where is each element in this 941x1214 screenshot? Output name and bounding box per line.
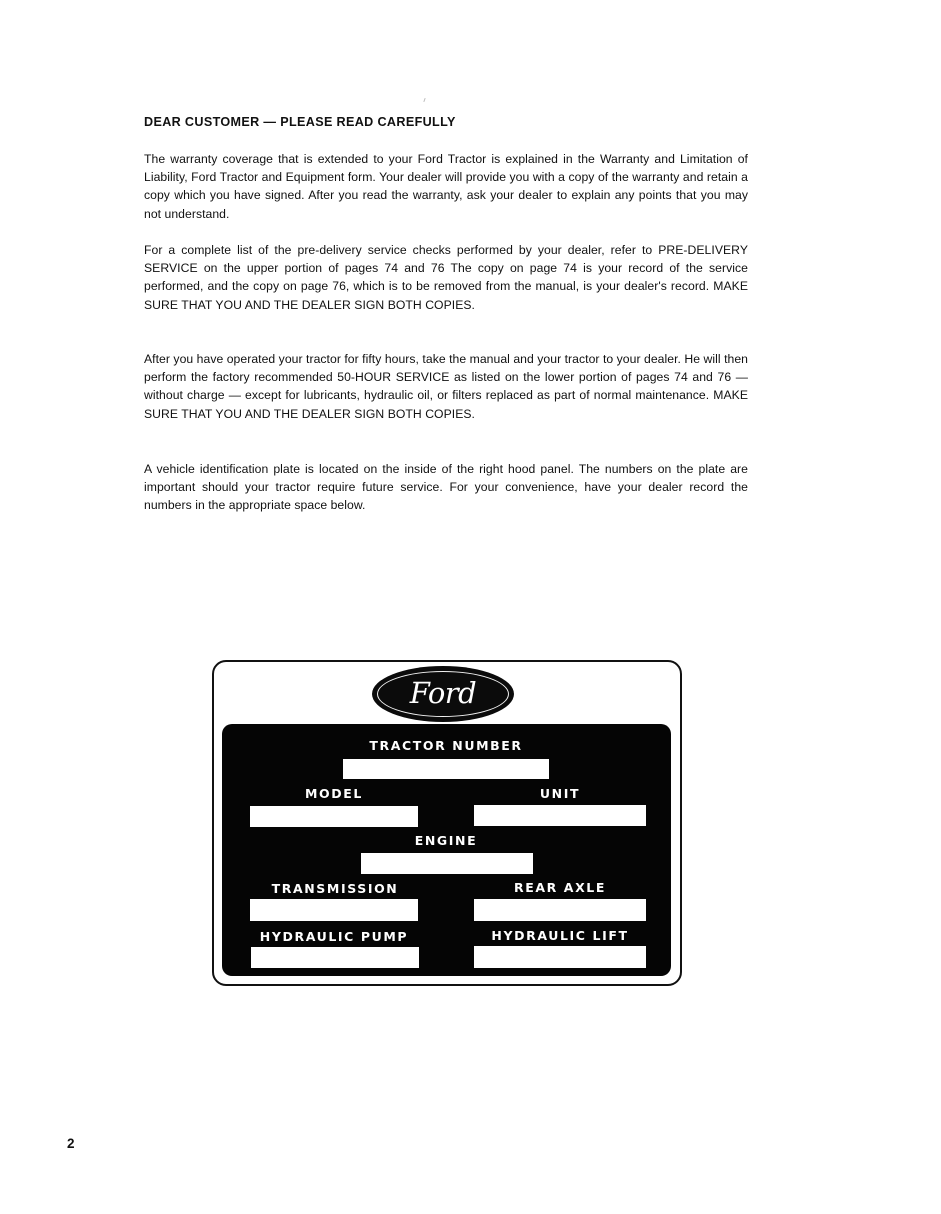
hydraulic-pump-label: HYDRAULIC PUMP bbox=[259, 929, 409, 944]
rear-axle-field[interactable] bbox=[474, 899, 646, 921]
unit-label: UNIT bbox=[539, 786, 581, 801]
engine-field[interactable] bbox=[361, 853, 533, 874]
pre-delivery-paragraph: For a complete list of the pre-delivery service checks performed by your dealer, refer to PRE-DELIVERY SERVICE on the upper portion of pages 74 and 76 The copy on page 74 is your record of the service performed, and the copy on page 76, which is to be removed from the manual, is your dealer's record. MAKE SURE THAT YOU AND THE DEALER SIGN BOTH COPIES. bbox=[144, 243, 748, 312]
rear-axle-label: REAR AXLE bbox=[513, 880, 607, 895]
identification-plate-paragraph: A vehicle identification plate is located on the inside of the right hood panel. The numbers on the plate are important should your tractor require future service. For your convenience, have your dealer record the numbers in the appropriate space below. bbox=[144, 462, 748, 513]
engine-label: ENGINE bbox=[414, 833, 478, 848]
hydraulic-pump-field[interactable] bbox=[251, 947, 419, 968]
warranty-paragraph: The warranty coverage that is extended to your Ford Tractor is explained in the Warranty and Limitation of Liability, Ford Tractor and Equipment form. Your dealer will provide you with a copy of the warranty and retain a copy which you have signed. After you read the warranty, ask your dealer to explain any points that you may not understand. bbox=[144, 152, 748, 221]
model-label: MODEL bbox=[305, 786, 363, 801]
tractor-number-field[interactable] bbox=[343, 759, 549, 779]
page-heading: DEAR CUSTOMER — PLEASE READ CAREFULLY bbox=[144, 115, 456, 129]
ford-logo-oval-border bbox=[377, 671, 509, 717]
fifty-hour-service-paragraph: After you have operated your tractor for fifty hours, take the manual and your tractor to your dealer. He will then perform the factory recommended 50-HOUR SERVICE as listed on the lower portion of pages 74 and 76 — without charge — except for lubricants, hydraulic oil, or filters replaced as part of normal maintenance. MAKE SURE THAT YOU AND THE DEALER SIGN BOTH COPIES. bbox=[144, 352, 748, 421]
ford-logo-text: Ford bbox=[409, 675, 477, 710]
hydraulic-lift-label: HYDRAULIC LIFT bbox=[491, 928, 629, 943]
model-field[interactable] bbox=[250, 806, 418, 827]
transmission-field[interactable] bbox=[250, 899, 418, 921]
hydraulic-lift-field[interactable] bbox=[474, 946, 646, 968]
page-number: 2 bbox=[67, 1136, 75, 1151]
unit-field[interactable] bbox=[474, 805, 646, 826]
tractor-number-label: TRACTOR NUMBER bbox=[369, 738, 523, 753]
ford-logo-icon bbox=[372, 666, 514, 722]
transmission-label: TRANSMISSION bbox=[271, 881, 399, 896]
scan-speck bbox=[423, 98, 425, 102]
